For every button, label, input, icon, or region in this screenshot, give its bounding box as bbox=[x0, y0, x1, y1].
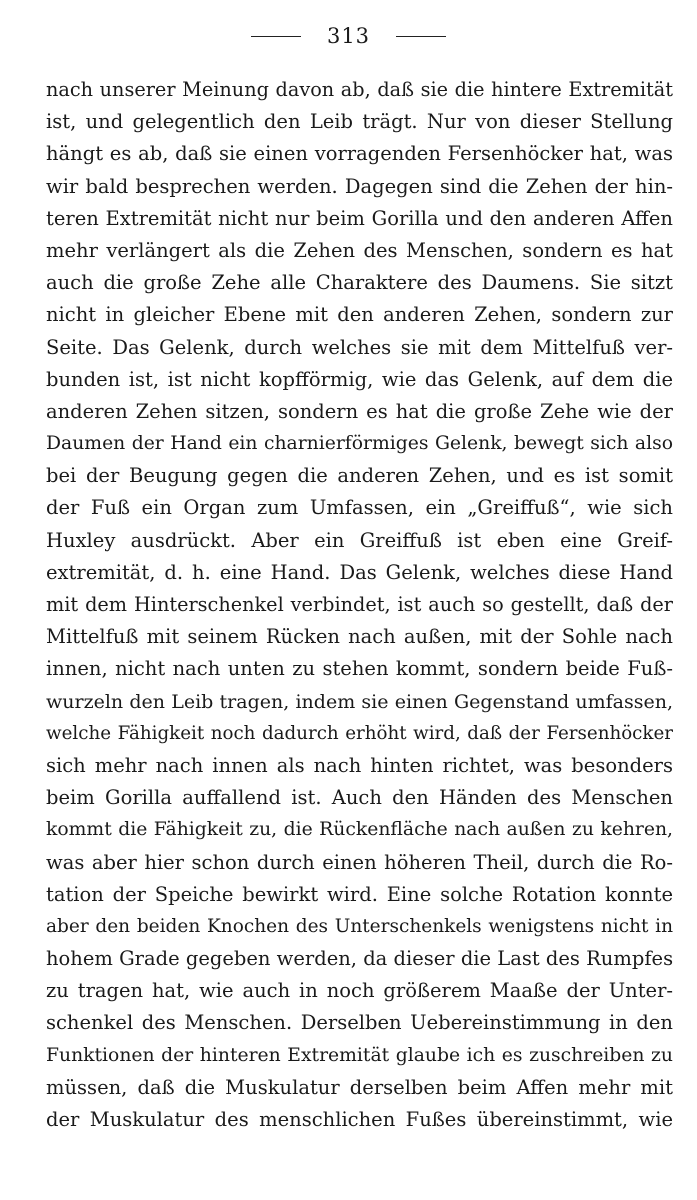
text-line: auch die große Zehe alle Charaktere des Daumens. Sie sitzt bbox=[46, 271, 673, 295]
text-line: anderen Zehen sitzen, sondern es hat die große Zehe wie der bbox=[46, 399, 673, 423]
text-line: welche Fähigkeit noch dadurch erhöht wird, daß der Fersenhöcker bbox=[46, 722, 673, 744]
text-line: zu tragen hat, wie auch in noch größerem Maaße der Unter- bbox=[46, 979, 673, 1003]
text-line: sich mehr nach innen als nach hinten richtet, was besonders bbox=[46, 753, 673, 777]
text-line: tation der Speiche bewirkt wird. Eine solche Rotation konnte bbox=[46, 882, 673, 906]
text-line: teren Extremität nicht nur beim Gorilla und den anderen Affen bbox=[46, 206, 673, 230]
text-line: Mittelfuß mit seinem Rücken nach außen, mit der Sohle nach bbox=[46, 625, 673, 649]
text-line: nicht in gleicher Ebene mit den anderen Zehen, sondern zur bbox=[46, 303, 673, 327]
text-line: schenkel des Menschen. Derselben Uebereinstimmung in den bbox=[46, 1011, 673, 1035]
text-line: Daumen der Hand ein charnierförmiges Gelenk, bewegt sich also bbox=[46, 433, 673, 455]
text-line: mit dem Hinterschenkel verbindet, ist auch so gestellt, daß der bbox=[46, 593, 673, 616]
text-line: hohem Grade gegeben werden, da dieser die Last des Rumpfes bbox=[46, 947, 673, 971]
text-line: aber den beiden Knochen des Unterschenkels wenigstens nicht in bbox=[46, 915, 673, 937]
text-line: bunden ist, ist nicht kopfförmig, wie das Gelenk, auf dem die bbox=[46, 367, 673, 391]
text-line: wir bald besprechen werden. Dagegen sind die Zehen der hin- bbox=[46, 174, 673, 198]
text-line: mehr verlängert als die Zehen des Menschen, sondern es hat bbox=[46, 238, 673, 262]
page-number: 313 bbox=[326, 24, 371, 48]
text-line: extremität, d. h. eine Hand. Das Gelenk, welches diese Hand bbox=[46, 560, 673, 584]
text-line: nach unserer Meinung davon ab, daß sie die hintere Extremität bbox=[46, 78, 673, 101]
text-line: Huxley ausdrückt. Aber ein Greiffuß ist eben eine Greif- bbox=[46, 528, 673, 552]
text-line: ist, und gelegentlich den Leib trägt. Nur von dieser Stellung bbox=[46, 110, 673, 134]
text-line: beim Gorilla auffallend ist. Auch den Händen des Menschen bbox=[46, 786, 673, 810]
text-line: was aber hier schon durch einen höheren Theil, durch die Ro- bbox=[46, 850, 673, 874]
header-rule-right bbox=[396, 36, 446, 37]
text-line: der Fuß ein Organ zum Umfassen, ein „Greiffuß“, wie sich bbox=[46, 496, 673, 520]
text-line: kommt die Fähigkeit zu, die Rückenfläche nach außen zu kehren, bbox=[46, 819, 673, 841]
text-line: wurzeln den Leib tragen, indem sie einen Gegenstand umfassen, bbox=[46, 690, 673, 713]
text-line: Seite. Das Gelenk, durch welches sie mit dem Mittelfuß ver- bbox=[46, 335, 673, 359]
text-line: der Muskulatur des menschlichen Fußes übereinstimmt, wie bbox=[46, 1108, 673, 1131]
text-line: hängt es ab, daß sie einen vorragenden Fersenhöcker hat, was bbox=[46, 142, 673, 166]
page-header bbox=[0, 20, 697, 52]
header-rule-left bbox=[251, 36, 301, 37]
text-line: Funktionen der hinteren Extremität glaube ich es zuschreiben zu bbox=[46, 1044, 673, 1066]
text-line: müssen, daß die Muskulatur derselben beim Affen mehr mit bbox=[46, 1075, 673, 1099]
text-line: innen, nicht nach unten zu stehen kommt, sondern beide Fuß- bbox=[46, 657, 673, 681]
text-line: bei der Beugung gegen die anderen Zehen, und es ist somit bbox=[46, 464, 673, 488]
body-text bbox=[46, 74, 673, 1136]
